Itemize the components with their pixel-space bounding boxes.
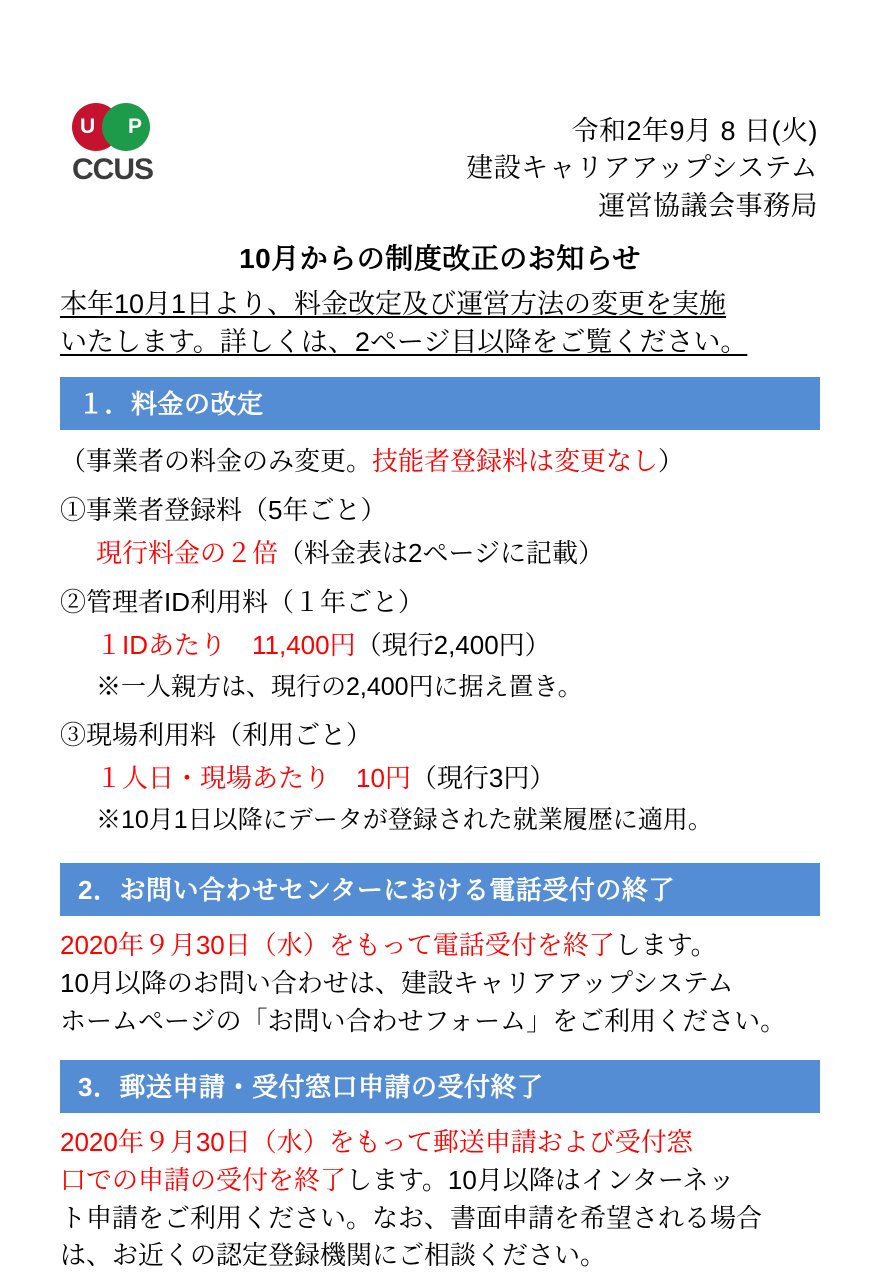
phone-end-line-3: ホームページの「お問い合わせフォーム」をご利用ください。 <box>60 1005 787 1036</box>
fee-change-note-plain: （事業者の料金のみ変更。 <box>60 446 373 477</box>
fee-item-2-footnote: ※一人親方は、現行の2,400円に据え置き。 <box>96 672 583 701</box>
lead-line-2: いたします。詳しくは、2ページ目以降をご覧ください。 <box>60 327 748 358</box>
logo-circle-left-icon: U <box>72 103 120 151</box>
issuer-block <box>466 95 820 225</box>
fee-item-2-detail <box>60 628 820 663</box>
mail-end-line-1 <box>60 1125 820 1161</box>
phone-end-line-1 <box>60 928 820 964</box>
section-heading-3: 3．郵送申請・受付窓口申請の受付終了 <box>60 1060 820 1113</box>
mail-end-line-3: ト申請をご利用ください。なお、書面申請を希望される場合 <box>60 1202 763 1233</box>
fee-item-3-head: ③現場利用料（利用ごと） <box>60 720 373 751</box>
section-3-body <box>60 1125 820 1274</box>
fee-item-1-amount: 現行料金の２倍 <box>96 538 279 569</box>
mail-end-red-2: 口での申請の受付を終了 <box>60 1164 347 1195</box>
section-2-body <box>60 928 820 1040</box>
logo-wordmark: CCUS <box>72 153 154 186</box>
section-heading-1: １．料金の改定 <box>60 377 820 430</box>
fee-item-2-amount: １IDあたり 11,400円 <box>96 629 356 660</box>
mail-end-line-4: は、お近くの認定登録機関にご相談ください。 <box>60 1240 607 1271</box>
section-heading-2: 2．お問い合わせセンターにおける電話受付の終了 <box>60 863 820 916</box>
mail-end-tail: します。10月以降はインターネッ <box>346 1164 735 1195</box>
issuer-office-name: 運営協議会事務局 <box>598 190 818 221</box>
fee-item-1-note: （料金表は2ページに記載） <box>278 538 604 569</box>
fee-item-3-amount: １人日・現場あたり 10円 <box>96 762 411 793</box>
section-1-body <box>60 444 820 837</box>
document-header <box>60 95 820 225</box>
fee-item-2-current: （現行2,400円） <box>355 629 551 660</box>
fee-change-note-red: 技能者登録料は変更なし <box>372 446 659 477</box>
page-title: 10月からの制度改正のお知らせ <box>239 242 641 274</box>
issuer-system-name: 建設キャリアアップシステム <box>466 153 818 184</box>
logo-circle-right-icon: P <box>102 103 150 151</box>
fee-change-note-tail: ） <box>658 446 685 477</box>
phone-end-tail: します。 <box>614 930 717 961</box>
ccus-logo <box>72 95 190 187</box>
lead-paragraph <box>60 285 820 362</box>
fee-item-3-footnote: ※10月1日以降にデータが登録された就業履歴に適用。 <box>96 805 713 834</box>
issue-date: 令和2年9月 8 日(火) <box>571 116 818 146</box>
fee-item-3-current: （現行3円） <box>410 762 556 793</box>
fee-change-note <box>60 444 820 479</box>
phone-end-red: 2020年９月30日（水）をもって電話受付を終了 <box>60 930 615 961</box>
mail-end-line-2 <box>60 1163 820 1199</box>
fee-item-1-head: ①事業者登録料（5年ごと） <box>60 495 387 526</box>
mail-end-red-1: 2020年９月30日（水）をもって郵送申請および受付窓 <box>60 1126 693 1157</box>
fee-item-2-head: ②管理者ID利用料（１年ごと） <box>60 586 425 617</box>
logo-mark-icon <box>72 103 168 151</box>
fee-item-1-detail <box>60 536 820 571</box>
phone-end-line-2: 10月以降のお問い合わせは、建設キャリアアップシステム <box>60 968 734 999</box>
lead-line-1: 本年10月1日より、料金改定及び運営方法の変更を実施 <box>60 288 727 319</box>
fee-item-3-detail <box>60 761 820 796</box>
